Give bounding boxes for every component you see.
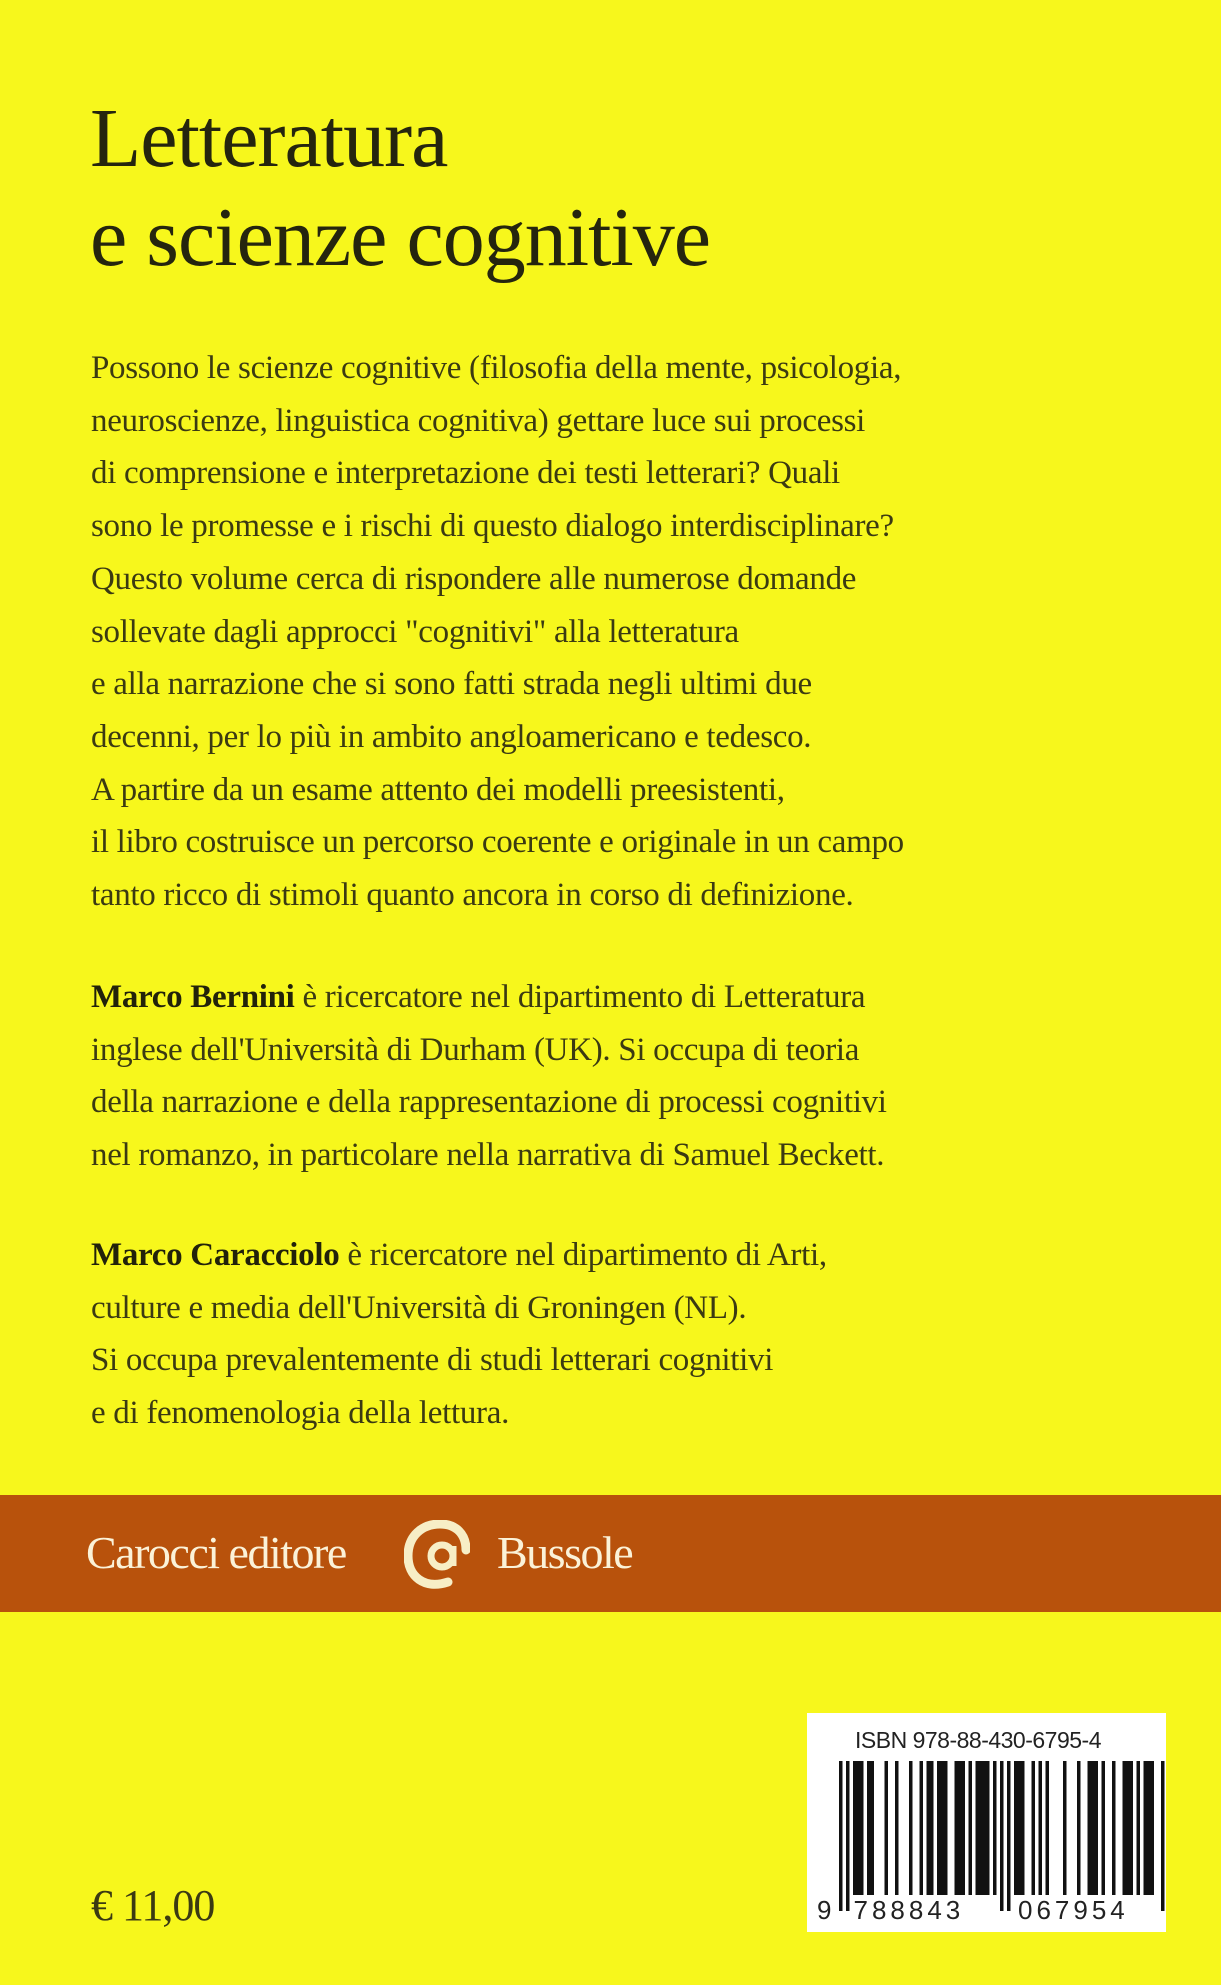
author-bio-line: inglese dell'Università di Durham (UK). Si occupa di teoria	[91, 1031, 860, 1068]
blurb-line: e alla narrazione che si sono fatti strada negli ultimi due	[91, 666, 812, 703]
author-bio-line	[91, 1239, 827, 1272]
author-bio-text: è ricercatore nel dipartimento di Arti,	[339, 1237, 827, 1273]
author-bio-line: Si occupa prevalentemente di studi letterari cognitivi	[91, 1342, 774, 1379]
author-bio-line	[91, 981, 865, 1014]
barcode-bar	[1063, 1761, 1067, 1895]
barcode-bar	[1151, 1761, 1155, 1895]
author-bio-line: e di fenomenologia della lettura.	[91, 1395, 510, 1432]
blurb-line: Questo volume cerca di rispondere alle numerose domande	[91, 560, 857, 597]
barcode-bar	[927, 1761, 931, 1895]
barcode-bar	[1021, 1761, 1025, 1895]
title-line-1: Letteratura	[90, 92, 448, 185]
barcode-bar	[1144, 1761, 1148, 1895]
barcode-bar	[1000, 1761, 1004, 1911]
barcode-digits: 9	[817, 1895, 836, 1925]
author-name: Marco Bernini	[91, 979, 295, 1015]
barcode-bar	[1039, 1761, 1043, 1895]
barcode-bar	[846, 1761, 850, 1911]
blurb-line: il libro costruisce un percorso coerente e originale in un campo	[91, 824, 904, 861]
barcode-bar	[1130, 1761, 1134, 1895]
barcode-bar	[885, 1761, 889, 1895]
barcode-bar	[1123, 1761, 1127, 1895]
barcode-bar	[1007, 1761, 1011, 1911]
barcode-bar	[958, 1761, 962, 1895]
blurb-line: tanto ricco di stimoli quanto ancora in corso di definizione.	[91, 877, 854, 913]
blurb-line: neuroscienze, linguistica cognitiva) gettare luce sui processi	[91, 402, 866, 439]
author-name: Marco Caracciolo	[91, 1237, 340, 1273]
barcode-bar	[1032, 1761, 1036, 1895]
barcode-bar	[1018, 1761, 1022, 1895]
isbn-label: ISBN 978-88-430-6795-4	[855, 1727, 1101, 1753]
author-bio-line: nel romanzo, in particolare nella narrativa di Samuel Beckett.	[91, 1137, 885, 1174]
barcode-bar	[1126, 1761, 1130, 1895]
barcode-bar	[986, 1761, 990, 1895]
barcode-bar	[937, 1761, 941, 1895]
barcode-bar	[871, 1761, 875, 1895]
barcode-bar	[1161, 1761, 1165, 1911]
barcode	[807, 1713, 1166, 1932]
blurb-line: Possono le scienze cognitive (filosofia della mente, psicologia,	[91, 350, 902, 386]
price: € 11,00	[91, 1881, 215, 1930]
barcode-bar	[955, 1761, 959, 1895]
barcode-bar	[1088, 1761, 1092, 1895]
barcode-bar	[969, 1761, 973, 1895]
barcode-bar	[839, 1761, 843, 1911]
blurb-line: decenni, per lo più in ambito angloamericano e tedesco.	[91, 718, 812, 755]
blurb-line: A partire da un esame attento dei modelli preesistenti,	[91, 771, 785, 808]
barcode-bar	[1091, 1761, 1095, 1895]
barcode-bar	[1046, 1761, 1050, 1895]
barcode-bar	[1147, 1761, 1151, 1895]
barcode-bar	[1137, 1761, 1141, 1895]
barcode-bar	[909, 1761, 913, 1895]
barcode-bar	[860, 1761, 864, 1895]
barcode-bar	[1014, 1761, 1018, 1895]
barcode-bar	[941, 1761, 945, 1895]
at-sign-logo-icon	[404, 1520, 470, 1592]
barcode-bar	[983, 1761, 987, 1895]
barcode-bar	[979, 1761, 983, 1895]
barcode-bar	[1112, 1761, 1116, 1895]
barcode-bar	[895, 1761, 899, 1895]
barcode-bar	[920, 1761, 924, 1895]
barcode-bar	[944, 1761, 948, 1895]
author-bio-line: della narrazione e della rappresentazione di processi cognitivi	[91, 1084, 887, 1121]
title-line-2: e scienze cognitive	[90, 191, 711, 284]
blurb-line: sono le promesse e i rischi di questo dialogo interdisciplinare?	[91, 508, 894, 545]
barcode-bar	[962, 1761, 966, 1895]
barcode-bar	[1095, 1761, 1099, 1895]
barcode-bar	[1077, 1761, 1081, 1895]
barcode-digits: 788843	[853, 1895, 965, 1925]
blurb-line: di comprensione e interpretazione dei testi letterari? Quali	[91, 455, 840, 492]
barcode-bar	[853, 1761, 857, 1895]
barcode-bar	[993, 1761, 997, 1895]
barcode-bar	[930, 1761, 934, 1895]
barcode-bar	[976, 1761, 980, 1895]
barcode-box	[807, 1713, 1166, 1932]
barcode-bar	[857, 1761, 861, 1895]
barcode-bar	[1102, 1761, 1106, 1895]
publisher-name: Carocci editore	[86, 1527, 346, 1578]
author-bio-text: è ricercatore nel dipartimento di Letteratura	[294, 979, 866, 1015]
series-name: Bussole	[497, 1527, 633, 1578]
blurb-line: sollevate dagli approcci "cognitivi" alla letteratura	[91, 613, 739, 650]
barcode-bar	[867, 1761, 871, 1895]
barcode-digits: 067954	[1018, 1895, 1129, 1925]
author-bio-line: culture e media dell'Università di Groningen (NL).	[91, 1289, 747, 1326]
